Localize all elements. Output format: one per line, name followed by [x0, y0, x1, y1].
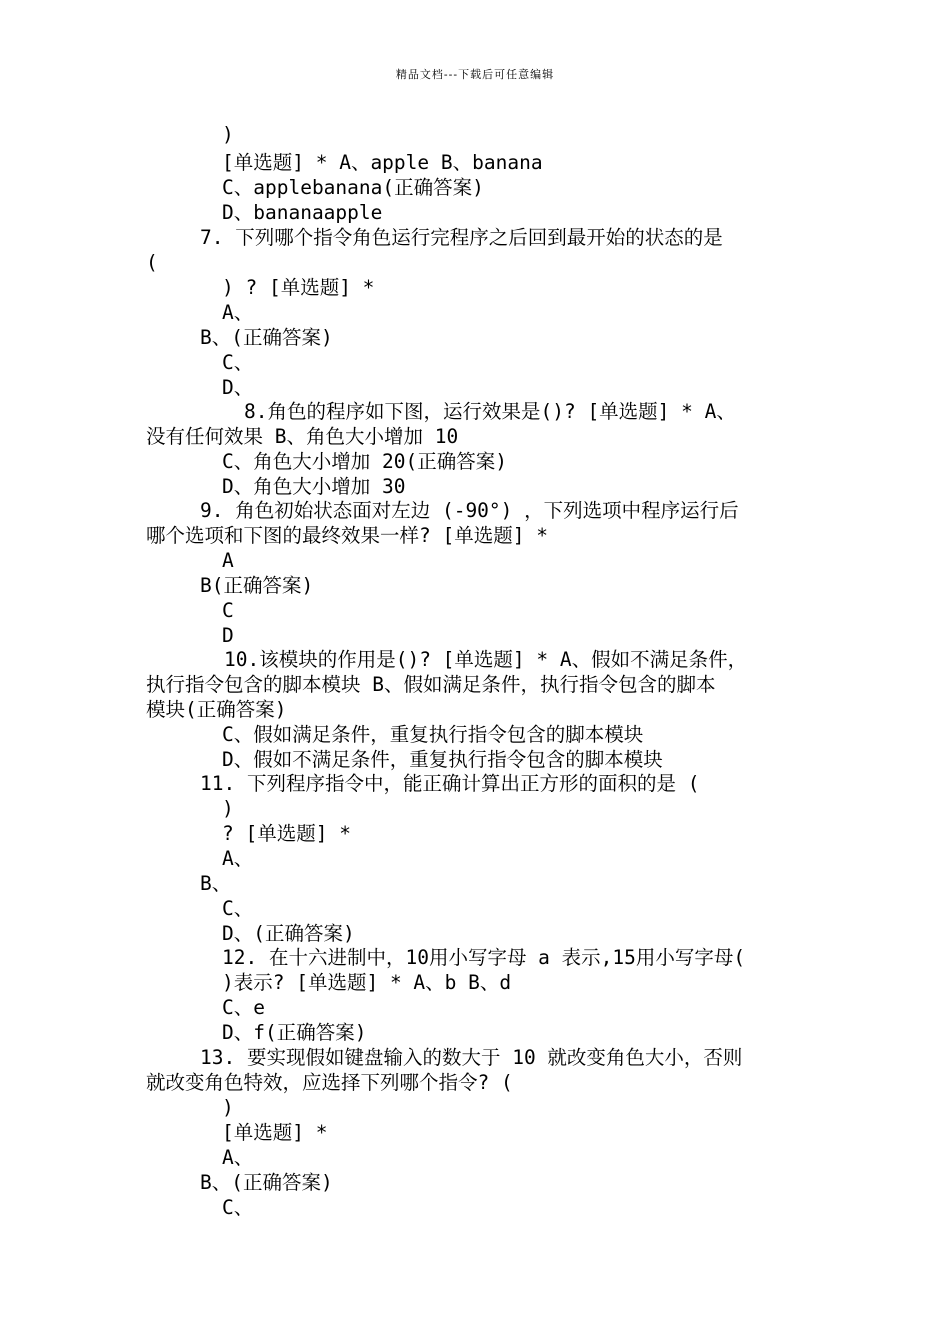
text-line: C、e — [222, 996, 265, 1019]
text-line: B、(正确答案) — [200, 326, 333, 349]
text-line: ) — [222, 797, 234, 820]
text-line: A — [222, 549, 234, 572]
text-line: 哪个选项和下图的最终效果一样? [单选题] * — [146, 524, 548, 547]
text-line: A、 — [222, 301, 254, 324]
text-line: D、f(正确答案) — [222, 1021, 367, 1044]
text-line: 没有任何效果 B、角色大小增加 10 — [146, 425, 459, 448]
text-line: D、角色大小增加 30 — [222, 475, 406, 498]
text-line: B、 — [200, 872, 232, 895]
text-line: ? [单选题] * — [222, 822, 351, 845]
text-line: 模块(正确答案) — [146, 698, 287, 721]
question-10: 10.该模块的作用是()? [单选题] * A、假如不满足条件， — [224, 648, 748, 671]
text-line: 执行指令包含的脚本模块 B、假如满足条件，执行指令包含的脚本 — [146, 673, 716, 696]
text-line: C — [222, 599, 234, 622]
question-7: 7. 下列哪个指令角色运行完程序之后回到最开始的状态的是 — [200, 226, 723, 249]
text-line: A、 — [222, 1146, 254, 1169]
text-line: C、假如满足条件，重复执行指令包含的脚本模块 — [222, 723, 644, 746]
question-11: 11. 下列程序指令中，能正确计算出正方形的面积的是 ( — [200, 772, 700, 795]
text-line: ) ? [单选题] * — [222, 276, 375, 299]
text-line: C、 — [222, 351, 254, 374]
text-line: C、applebanana(正确答案) — [222, 176, 484, 199]
text-line: 就改变角色特效，应选择下列哪个指令? ( — [146, 1071, 513, 1094]
text-line: )表示? [单选题] * A、b B、d — [222, 971, 512, 994]
text-line: D、假如不满足条件，重复执行指令包含的脚本模块 — [222, 748, 663, 771]
text-line: [单选题] * — [222, 1121, 328, 1144]
question-13: 13. 要实现假如键盘输入的数大于 10 就改变角色大小，否则 — [200, 1046, 743, 1069]
page-header: 精品文档---下载后可任意编辑 — [395, 68, 555, 81]
text-line: B、(正确答案) — [200, 1171, 333, 1194]
text-line: C、 — [222, 1196, 254, 1219]
text-line: D — [222, 624, 234, 647]
text-line: D、 — [222, 376, 254, 399]
text-line: [单选题] * A、apple B、banana — [222, 151, 543, 174]
question-12: 12. 在十六进制中，10用小写字母 a 表示,15用小写字母( — [222, 946, 746, 969]
text-line: C、 — [222, 897, 254, 920]
text-line: ) — [222, 123, 234, 146]
text-line: ( — [146, 251, 158, 274]
text-line: D、(正确答案) — [222, 922, 355, 945]
text-line: C、角色大小增加 20(正确答案) — [222, 450, 507, 473]
question-8: 8.角色的程序如下图，运行效果是()? [单选题] * A、 — [244, 400, 736, 423]
text-line: D、bananaapple — [222, 201, 383, 224]
text-line: B(正确答案) — [200, 574, 314, 597]
text-line: A、 — [222, 847, 254, 870]
question-9: 9. 角色初始状态面对左边 (-90°) ，下列选项中程序运行后 — [200, 499, 739, 522]
text-line: ) — [222, 1096, 234, 1119]
